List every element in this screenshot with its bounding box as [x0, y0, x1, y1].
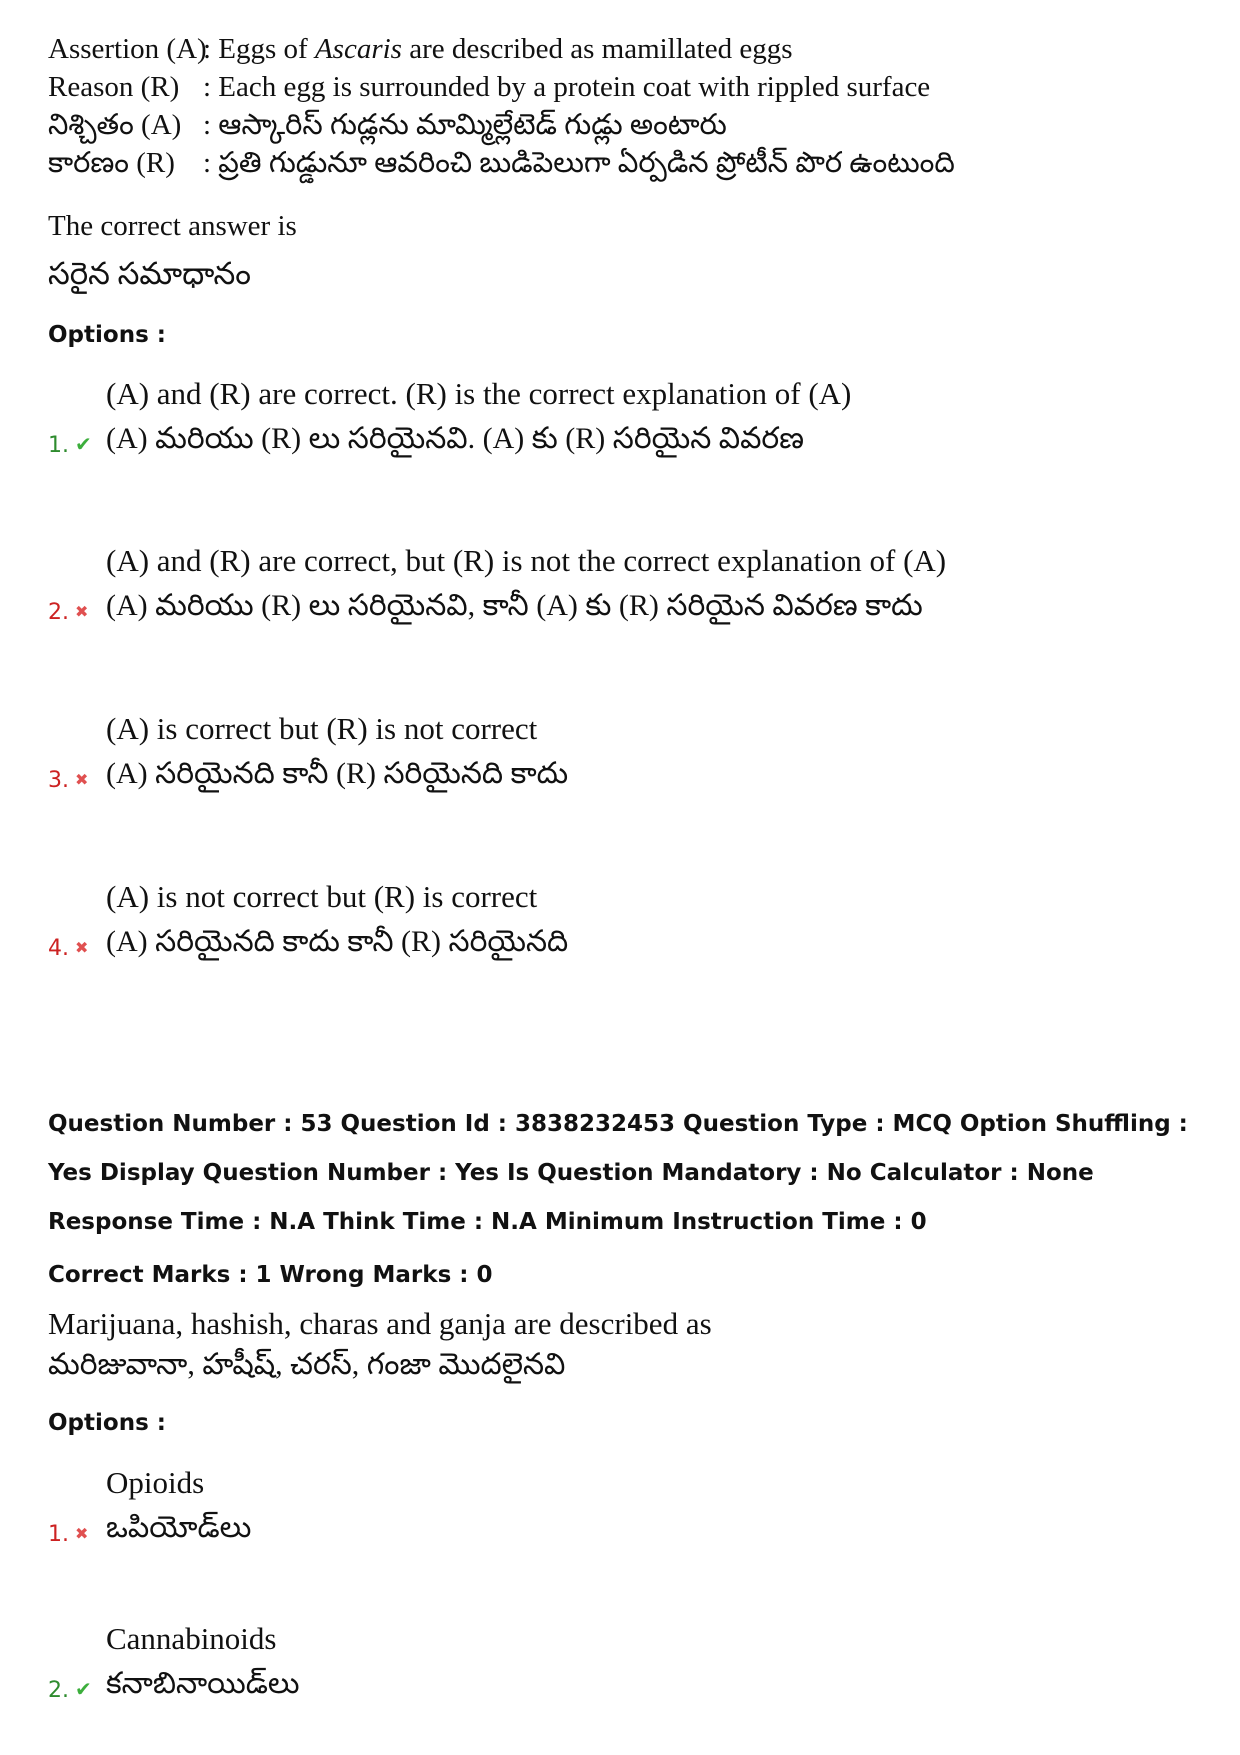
option-text-te: ఒపియోడ్‌లు	[106, 1511, 252, 1544]
question-meta: Question Number : 53 Question Id : 3838232453 Question Type : MCQ Option Shuffling : Yes Display Question Number : Yes Is Question Mandatory : No Calculator : None Response Time : N.A Think Time : N.A Minimum Instruction Time : 0	[48, 1111, 1188, 1235]
option-text-te: (A) సరియైనది కానీ (R) సరియైనది కాదు	[106, 757, 569, 790]
option-3[interactable]	[48, 711, 1198, 801]
option-text-en: Opioids	[106, 1465, 205, 1500]
option-text-te: (A) మరియు (R) లు సరియైనవి. (A) కు (R) సరియైన వివరణ	[106, 422, 804, 455]
options-label: Options :	[48, 1410, 166, 1436]
option-1[interactable]	[48, 376, 1198, 466]
reason-te-label: కారణం (R)	[48, 147, 175, 179]
option-text-te: కనాబినాయిడ్‌లు	[106, 1667, 300, 1700]
option-2[interactable]	[48, 1621, 1198, 1711]
cross-icon: ✖	[75, 770, 89, 789]
assertion-label: Assertion (A)	[48, 33, 207, 65]
option-number: 1.	[48, 433, 69, 458]
prompt-en: The correct answer is	[48, 210, 297, 242]
reason-text: : Each egg is surrounded by a protein coat with rippled surface	[203, 71, 931, 103]
option-number: 2.	[48, 600, 69, 625]
question-text-te: మరిజువానా, హషీష్, చరస్, గంజా మొదలైనవి	[48, 1348, 566, 1381]
cross-icon: ✖	[75, 938, 89, 957]
cross-icon: ✖	[75, 1524, 89, 1543]
option-text-te: (A) మరియు (R) లు సరియైనవి, కానీ (A) కు (R) సరియైన వివరణ కాదు	[106, 589, 923, 622]
assertion-reason-block	[48, 30, 955, 182]
option-number: 3.	[48, 768, 69, 793]
reason-te-row	[48, 144, 955, 182]
option-4[interactable]	[48, 879, 1198, 969]
assertion-te-text: : ఆస్కారిస్ గుడ్లను మామ్మిల్లేటెడ్ గుడ్లు అంటారు	[203, 109, 727, 141]
check-icon: ✔	[75, 432, 92, 456]
reason-row	[48, 68, 955, 106]
option-number: 2.	[48, 1678, 69, 1703]
option-text-en: (A) is correct but (R) is not correct	[106, 711, 538, 746]
reason-te-text: : ప్రతి గుడ్డునూ ఆవరించి బుడిపెలుగా ఏర్పడిన ప్రోటీన్ పొర ఉంటుంది	[203, 147, 955, 179]
option-number: 1.	[48, 1522, 69, 1547]
option-text-en: Cannabinoids	[106, 1621, 277, 1656]
reason-label: Reason (R)	[48, 71, 180, 103]
cross-icon: ✖	[75, 602, 89, 621]
option-1[interactable]	[48, 1465, 1198, 1555]
check-icon: ✔	[75, 1677, 92, 1701]
prompt-te: సరైన సమాధానం	[48, 256, 251, 291]
option-text-te: (A) సరియైనది కాదు కానీ (R) సరియైనది	[106, 925, 569, 958]
marks-line: Correct Marks : 1 Wrong Marks : 0	[48, 1262, 493, 1288]
assertion-te-label: నిశ్చితం (A)	[48, 109, 182, 141]
assertion-text: : Eggs of Ascaris are described as mamillated eggs	[203, 33, 793, 65]
assertion-te-row	[48, 106, 955, 144]
option-number: 4.	[48, 936, 69, 961]
question-text-en: Marijuana, hashish, charas and ganja are described as	[48, 1306, 712, 1341]
option-text-en: (A) and (R) are correct, but (R) is not the correct explanation of (A)	[106, 543, 947, 578]
option-text-en: (A) is not correct but (R) is correct	[106, 879, 538, 914]
assertion-row	[48, 30, 955, 68]
options-label: Options :	[48, 322, 166, 348]
option-text-en: (A) and (R) are correct. (R) is the correct explanation of (A)	[106, 376, 852, 411]
option-2[interactable]	[48, 543, 1198, 633]
